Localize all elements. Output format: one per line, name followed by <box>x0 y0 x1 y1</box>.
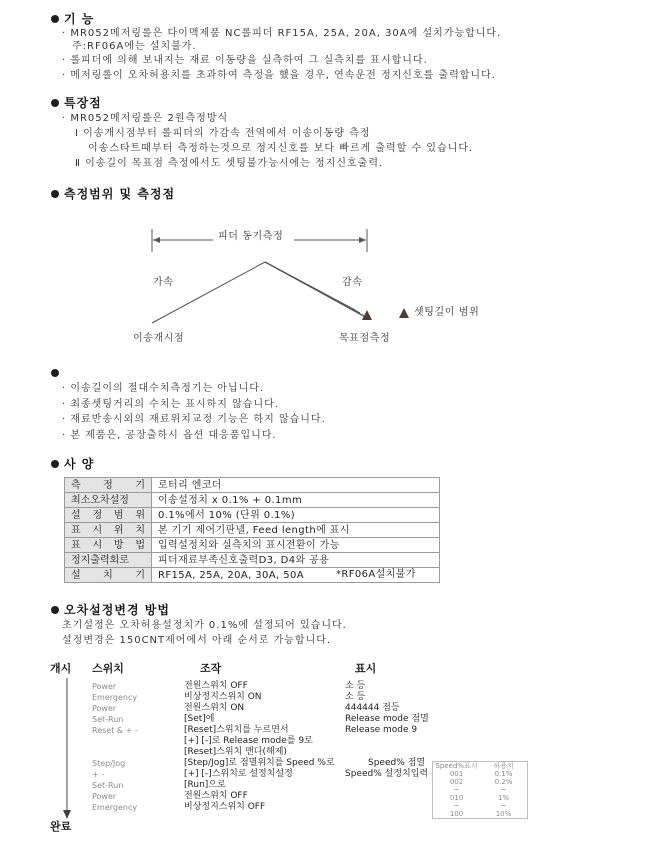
bullet-icon <box>51 369 59 377</box>
step-operation: [+] [-]스위치로 설정치설정 <box>184 769 293 779</box>
spec-label: 측 정 기 <box>65 478 152 493</box>
procedure-start-label: 개시 <box>50 662 72 675</box>
speed-tolerance-table <box>432 761 528 819</box>
bullet-icon <box>51 190 59 198</box>
lut-row <box>433 770 528 778</box>
notes-line: · 재료반송시외의 재료위치교정 기능은 하지 않습니다. <box>62 414 326 425</box>
function-line: · 메저링롤이 오차허용치를 초과하여 측정을 했을 경우, 연속운전 정지신호를 출력합니다. <box>62 70 496 81</box>
step-operation: [Run]으로 <box>184 780 226 790</box>
step-operation: 전원스위치 OFF <box>184 791 248 801</box>
step-switch-label: Power <box>92 682 117 691</box>
section-header-notes <box>50 366 350 380</box>
diagram-legend-label: 셋팅길이 범위 <box>414 307 480 318</box>
bullet-icon <box>51 15 59 23</box>
lut-header-row <box>433 762 528 771</box>
procedure-step <box>0 780 650 791</box>
diagram-start-label: 이송개시점 <box>133 333 185 344</box>
diagram-span-label: 피더 동기측정 <box>218 231 284 242</box>
bullet-icon <box>51 606 59 614</box>
step-operation: [Set]에 <box>184 714 215 724</box>
spec-row <box>65 508 440 523</box>
procedure-step <box>0 692 650 703</box>
step-display: 소 등 <box>345 692 366 702</box>
procedure-step <box>0 802 650 813</box>
step-operation: 전원스위치 ON <box>184 703 245 713</box>
spec-label: 표 시 방 법 <box>65 538 152 553</box>
diagram-decel-label: 감속 <box>342 277 363 288</box>
procedure-step <box>0 725 650 736</box>
span-arrow-left-icon <box>153 237 160 243</box>
lut-tolerance: 1% <box>497 794 510 802</box>
target-triangle-marker-icon <box>362 310 372 320</box>
step-switch-label: Step/Jog <box>92 759 126 768</box>
step-switch-label: + - <box>92 770 105 779</box>
spec-row <box>65 523 440 538</box>
step-switch-label: Power <box>92 704 117 713</box>
spec-row <box>65 568 440 583</box>
step-switch-label: Reset & + - <box>92 726 138 735</box>
step-display: 444444 점등 <box>345 703 400 713</box>
procedure-end-label: 완료 <box>50 820 72 833</box>
lut-tolerance: 0.1% <box>494 770 513 778</box>
spec-value: 로터리 엔코더 <box>152 478 440 493</box>
step-switch-label: Set-Run <box>92 715 124 724</box>
span-arrow-right-icon <box>359 237 366 243</box>
step-switch-label: Power <box>92 792 117 801</box>
procedure-step <box>0 714 650 725</box>
lut-tolerance: ~ <box>500 802 507 810</box>
notes-line: · 이송길이의 절대수치측정기는 아닙니다. <box>62 383 265 394</box>
procedure-step <box>0 703 650 714</box>
procedure-step <box>0 736 650 747</box>
procedure-header-operation: 조작 <box>200 662 222 675</box>
step-display: Speed% 점멸 <box>368 758 426 768</box>
step-operation: 전원스위치 OFF <box>184 681 248 691</box>
lut-tolerance: 10% <box>495 810 512 818</box>
decel-fan-line <box>265 262 349 307</box>
bullet-icon <box>51 99 59 107</box>
step-operation: 비상정지스위치 OFF <box>184 802 266 812</box>
procedure-header-switch: 스위치 <box>92 662 124 675</box>
section-header-specs <box>50 457 350 471</box>
lut-speed: ~ <box>453 786 460 794</box>
spec-note: *RF06A설치불가 <box>336 569 416 580</box>
notes-line: · 본 제품은, 공장출하시 옵션 대응품입니다. <box>62 430 277 441</box>
diagram-target-label: 목표점측정 <box>339 333 391 344</box>
spec-value: 피더재료부족신호출력D3, D4와 공용 <box>152 553 440 568</box>
procedure-step <box>0 769 650 780</box>
lut-speed: 100 <box>449 810 464 818</box>
function-note-line: 주:RF06A에는 설치불가. <box>72 41 197 52</box>
spec-value: 입력설정치와 실측치의 표시전환이 가능 <box>152 538 440 553</box>
step-operation: [Reset]스위치 맨다(해제) <box>184 747 287 757</box>
features-line: 이송스타트때부터 측정하는것으로 정지신호를 보다 빠르게 출력할 수 있습니다. <box>88 143 474 154</box>
spec-row <box>65 493 440 508</box>
lut-row <box>433 802 528 810</box>
lut-speed: 002 <box>449 778 464 786</box>
step-switch-label: Emergency <box>92 803 138 812</box>
section-title-measurement: 측정범위 및 측정점 <box>64 187 176 201</box>
spec-label: 정지출력회로 <box>65 553 152 568</box>
lut-tolerance: 0.2% <box>494 778 513 786</box>
lut-row <box>433 778 528 786</box>
error-setting-line: 초기설정은 오차허용설정치가 0.1%에 설정되어 있습니다. <box>62 620 347 631</box>
bullet-icon <box>51 460 59 468</box>
section-title-function: 기 능 <box>64 12 95 26</box>
features-line: · MR052메저링롤은 2원측정방식 <box>62 113 229 124</box>
section-header-function <box>50 12 350 26</box>
spec-row <box>65 478 440 493</box>
lut-speed: ~ <box>453 802 460 810</box>
lut-speed: 001 <box>449 770 464 778</box>
spec-label: 최소오차설정 <box>65 493 152 508</box>
section-header-features <box>50 96 350 110</box>
procedure-header-display: 표시 <box>355 662 377 675</box>
lut-tolerance: ~ <box>500 786 507 794</box>
diagram-accel-label: 가속 <box>153 277 174 288</box>
section-title-error-setting: 오차설정변경 방법 <box>64 603 170 617</box>
lut-row <box>433 786 528 794</box>
step-display: Speed% 설정치입력 <box>345 769 429 779</box>
lut-speed: 010 <box>449 794 464 802</box>
step-display: Release mode 점멸 <box>345 714 429 724</box>
step-switch-label: Set-Run <box>92 781 124 790</box>
step-operation: [Reset]스위치를 누르면서 <box>184 725 289 735</box>
lut-row <box>433 794 528 802</box>
spec-row <box>65 553 440 568</box>
spec-label: 표 시 위 치 <box>65 523 152 538</box>
step-display: 소 등 <box>345 681 366 691</box>
error-setting-line: 설정변경은 150CNT제어에서 아래 순서로 가능합니다. <box>62 635 332 646</box>
accel-line <box>152 262 265 323</box>
features-line: Ⅱ 이송길이 목표점 측정에서도 셋팅불가능시에는 정지신호출력. <box>75 158 384 169</box>
notes-line: · 최종셋팅거리의 수치는 표시하지 않습니다. <box>62 399 279 410</box>
section-title-specs: 사 양 <box>64 457 95 471</box>
step-operation: [Step/Jog]로 점멸위치를 Speed %로 <box>184 758 335 768</box>
spec-value-cell <box>152 568 440 583</box>
spec-table <box>64 477 440 583</box>
step-display: Release mode 9 <box>345 725 418 735</box>
section-title-features: 특장점 <box>64 96 102 110</box>
procedure-step <box>0 758 650 769</box>
section-header-measurement <box>50 187 350 201</box>
spec-value: 본 기기 제어기판넬, Feed length에 표시 <box>152 523 440 538</box>
spec-value: RF15A, 25A, 20A, 30A, 50A <box>158 569 304 581</box>
legend-triangle-marker-icon <box>399 308 409 318</box>
procedure-step <box>0 681 650 692</box>
step-operation: [+] [-]로 Release mode를 9로 <box>184 736 313 746</box>
procedure-step <box>0 747 650 758</box>
lut-header: Speed%표시 <box>435 762 478 770</box>
step-operation: 비상정지스위치 ON <box>184 692 262 702</box>
function-line: · 롤피더에 의해 보내지는 재료 이동량을 실측하여 그 실측치를 표시합니다. <box>62 55 428 66</box>
spec-value: 0.1%에서 10% (단위 0.1%) <box>152 508 440 523</box>
lut-row <box>433 810 528 819</box>
features-line: Ⅰ 이송개시점부터 롤피더의 가감속 전역에서 이송이동량 측정 <box>75 128 371 139</box>
section-header-error-setting <box>50 603 350 617</box>
lut-header: 허용치 <box>493 762 514 770</box>
spec-row <box>65 538 440 553</box>
spec-label: 설 치 기 <box>65 568 152 583</box>
procedure-step <box>0 791 650 802</box>
spec-value: 이송설정치 x 0.1% + 0.1mm <box>152 493 440 508</box>
step-switch-label: Emergency <box>92 693 138 702</box>
spec-label: 설 정 범 위 <box>65 508 152 523</box>
function-line: · MR052메저링롤은 다이맥제품 NC롤피더 RF15A, 25A, 20A, 30A에 설치가능합니다. <box>62 28 502 39</box>
